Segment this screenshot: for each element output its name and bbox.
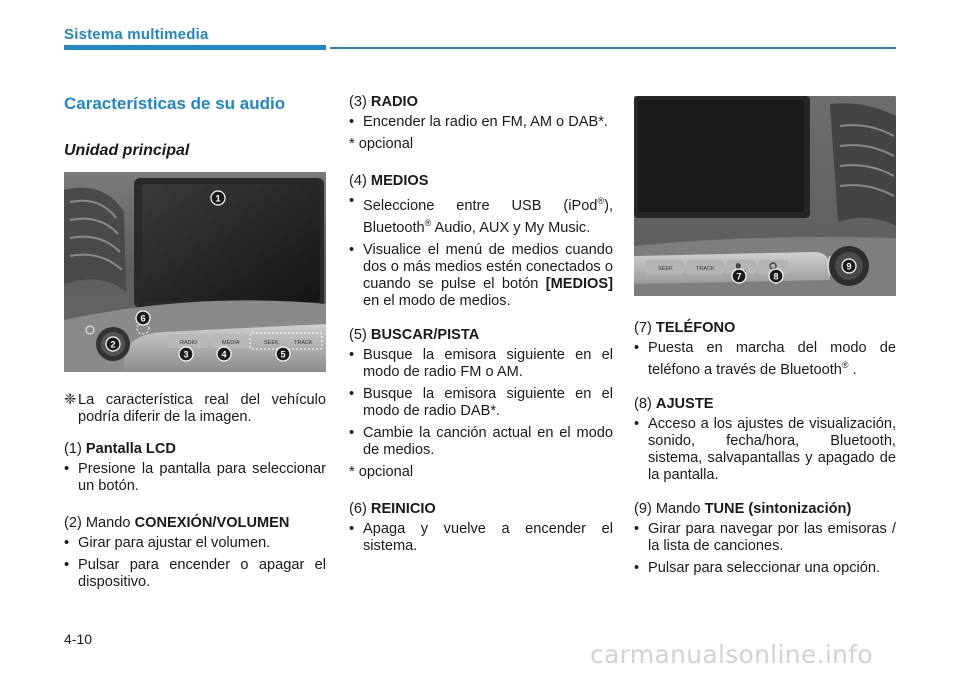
svg-text:3: 3	[183, 349, 189, 360]
btn-seek-label: SEEK	[658, 266, 673, 272]
callout-9	[842, 259, 856, 273]
section-subtitle: Unidad principal	[64, 142, 190, 159]
svg-text:5: 5	[280, 349, 286, 360]
optional-note: * opcional	[349, 136, 414, 152]
callout-1	[211, 191, 225, 205]
list-item: • Encender la radio en FM, AM o DAB*.	[349, 114, 613, 131]
column-1	[64, 94, 326, 169]
list-item: • Cambie la canción actual en el modo de medios.	[349, 425, 613, 459]
list-item: • Apaga y vuelve a encender el sistema.	[349, 521, 613, 555]
header-rule	[330, 47, 896, 49]
item-seek-list	[349, 347, 613, 459]
column-1-body	[64, 380, 326, 596]
btn-media-label: MEDIA	[222, 340, 240, 346]
callout-4	[217, 347, 231, 361]
item-setup-heading: (8) AJUSTE	[634, 395, 714, 412]
list-item: • Girar para navegar por las emisoras / la lista de canciones.	[634, 521, 896, 555]
control-panel-photo	[634, 96, 896, 296]
btn-seek-label: SEEK	[264, 340, 279, 346]
item-phone-heading: (7) TELÉFONO	[634, 320, 736, 336]
watermark: carmanualsonline.info	[590, 640, 873, 669]
head-unit-photo	[64, 172, 326, 372]
svg-text:4: 4	[221, 349, 227, 360]
list-item: • Acceso a los ajustes de visualización, sonido, fecha/hora, Bluetooth, sistema, salvapantallas y apagado de la pantalla.	[634, 416, 896, 484]
btn-track-label: TRACK	[696, 266, 715, 272]
item-phone-list	[634, 340, 896, 379]
list-item: • Girar para ajustar el volumen.	[64, 535, 326, 552]
svg-text:9: 9	[846, 261, 852, 272]
item-seek-heading: (5) BUSCAR/PISTA	[349, 326, 480, 343]
header-title: Sistema multimedia	[64, 26, 209, 43]
btn-track-label: TRACK	[294, 340, 313, 346]
list-item: • Pulsar para seleccionar una opción.	[634, 560, 896, 577]
item-tune-heading: (9) Mando TUNE (sintonización)	[634, 500, 852, 517]
callout-8	[769, 269, 783, 283]
column-2	[349, 94, 613, 560]
list-item: • Visualice el menú de medios cuando dos o más medios estén conectados o cuando se pulse el botón [MEDIOS] en el modo de medios.	[349, 242, 613, 310]
svg-text:7: 7	[736, 271, 742, 282]
svg-text:6: 6	[140, 313, 146, 324]
item-volume-heading: (2) Mando CONEXIÓN/VOLUMEN	[64, 515, 290, 531]
item-lcd-heading: (1) Pantalla LCD	[64, 441, 176, 457]
page-number: 4-10	[64, 631, 93, 647]
section-title: Características de su audio	[64, 94, 286, 113]
item-radio-heading: (3) RADIO	[349, 94, 418, 110]
svg-text:8: 8	[773, 271, 779, 282]
callout-7	[732, 269, 746, 283]
callout-6	[136, 311, 150, 325]
callout-3	[179, 347, 193, 361]
item-reset-list	[349, 521, 613, 555]
item-media-heading: (4) MEDIOS	[349, 173, 429, 189]
list-item: • Puesta en marcha del modo de teléfono a través de Bluetooth® .	[634, 340, 896, 379]
item-setup-list	[634, 416, 896, 484]
svg-text:2: 2	[110, 339, 116, 350]
column-3	[634, 320, 896, 582]
item-volume-list	[64, 535, 326, 591]
image-note	[64, 392, 326, 426]
list-item: • Busque la emisora siguiente en el modo de radio FM o AM.	[349, 347, 613, 381]
callout-5	[276, 347, 290, 361]
item-lcd-list	[64, 461, 326, 495]
btn-radio-label: RADIO	[180, 340, 198, 346]
note-mark: ❈	[64, 392, 77, 408]
item-reset-heading: (6) REINICIO	[349, 500, 436, 517]
list-item: • Busque la emisora siguiente en el modo de radio DAB*.	[349, 386, 613, 420]
list-item: • Pulsar para encender o apagar el dispositivo.	[64, 557, 326, 591]
svg-text:1: 1	[215, 193, 221, 204]
optional-note: * opcional	[349, 463, 414, 480]
item-tune-list	[634, 521, 896, 577]
list-item: • Presione la pantalla para seleccionar un botón.	[64, 461, 326, 495]
list-item: • Seleccione entre USB (iPod®), Bluetooth® Audio, AUX y My Music.	[349, 193, 613, 237]
note-text: La característica real del vehículo podría diferir de la imagen.	[78, 392, 326, 425]
item-media-list	[349, 193, 613, 310]
callout-2	[106, 337, 120, 351]
header-bar	[64, 45, 326, 50]
item-radio-list	[349, 114, 613, 131]
